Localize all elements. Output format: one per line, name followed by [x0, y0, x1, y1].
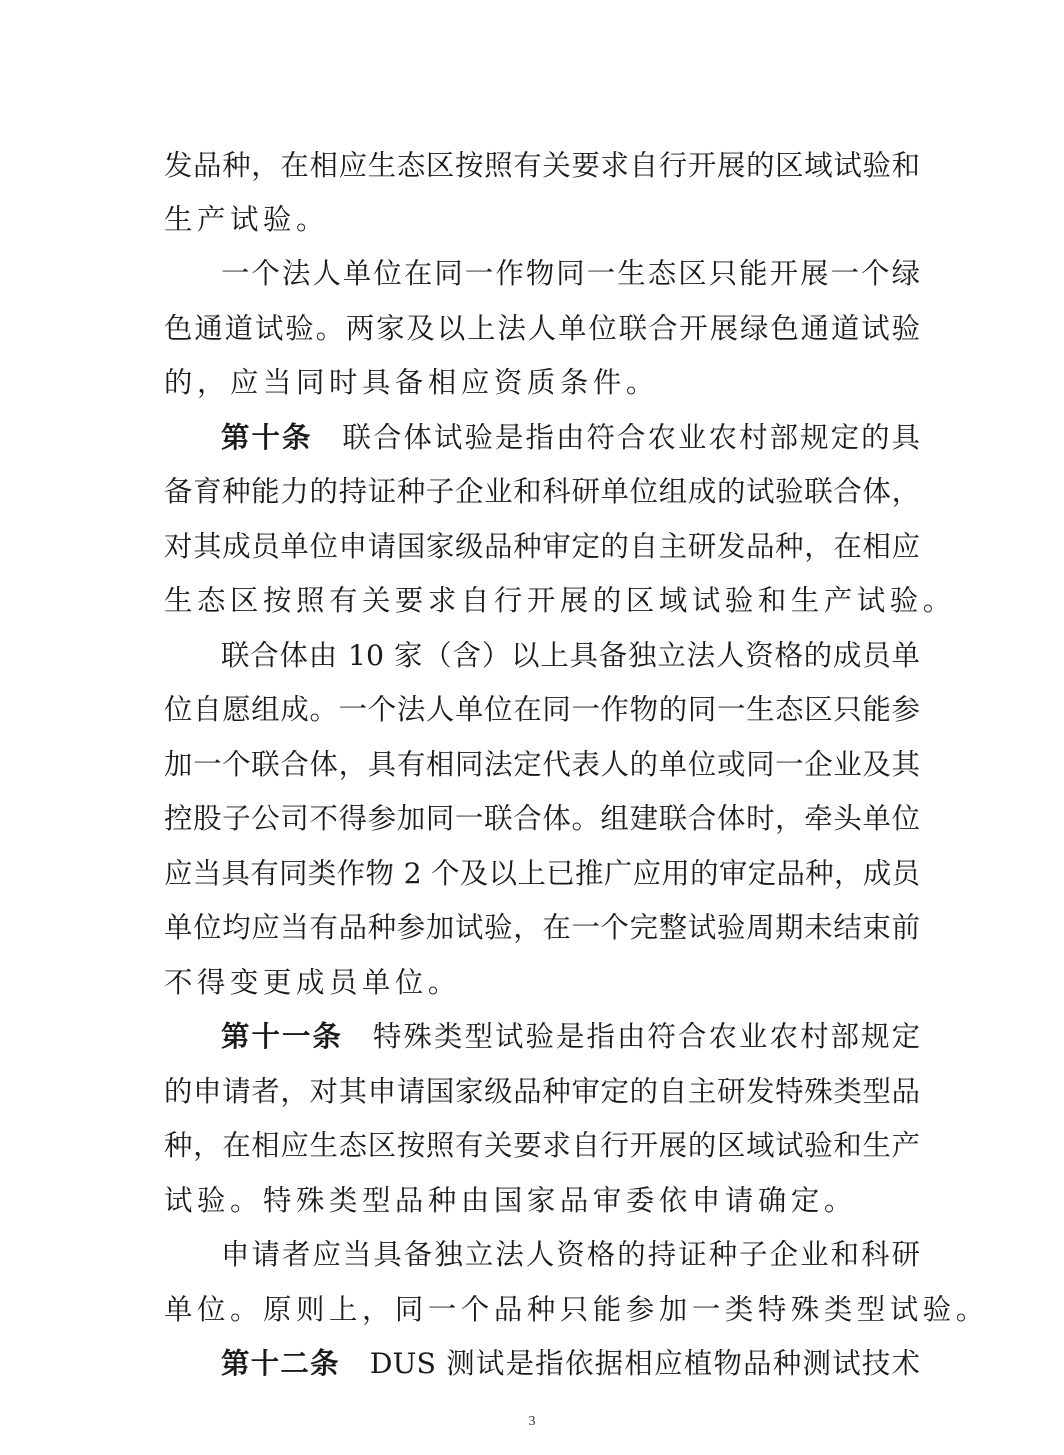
- text-line: 加一个联合体，具有相同法定代表人的单位或同一企业及其: [164, 748, 920, 781]
- text-line: 申请者应当具备独立法人资格的持证种子企业和科研: [221, 1238, 920, 1271]
- article-line: [221, 1336, 920, 1392]
- text-line: 不得变更成员单位。: [164, 966, 461, 999]
- article-text: 特殊类型试验是指由符合农业农村部规定: [373, 1020, 920, 1053]
- text-line: 一个法人单位在同一作物同一生态区只能开展一个绿: [221, 257, 920, 290]
- article-heading: 第十一条: [221, 1020, 344, 1053]
- text-line: 生态区按照有关要求自行开展的区域试验和生产试验。: [164, 584, 956, 617]
- text-line: 色通道试验。两家及以上法人单位联合开展绿色通道试验: [164, 312, 920, 345]
- text-line: 的申请者，对其申请国家级品种审定的自主研发特殊类型品: [164, 1075, 920, 1108]
- article-heading: 第十条: [221, 421, 313, 454]
- page-number: 3: [528, 1414, 536, 1429]
- text-line: 位自愿组成。一个法人单位在同一作物的同一生态区只能参: [164, 693, 920, 726]
- text-line: 控股子公司不得参加同一联合体。组建联合体时，牵头单位: [164, 802, 920, 835]
- article-heading: 第十二条: [221, 1347, 340, 1380]
- text-line: 单位。原则上，同一个品种只能参加一类特殊类型试验。: [164, 1293, 989, 1326]
- text-line: 备育种能力的持证种子企业和科研单位组成的试验联合体，: [164, 475, 920, 508]
- text-line: 试验。特殊类型品种由国家品审委依申请确定。: [164, 1184, 857, 1217]
- text-line: 对其成员单位申请国家级品种审定的自主研发品种，在相应: [164, 530, 920, 563]
- text-line: 生产试验。: [164, 203, 329, 236]
- text-line: 种，在相应生态区按照有关要求自行开展的区域试验和生产: [164, 1129, 920, 1162]
- article-line: [221, 410, 920, 466]
- text-line: 单位均应当有品种参加试验，在一个完整试验周期未结束前: [164, 911, 920, 944]
- article-line: [221, 1009, 920, 1065]
- article-text: 联合体试验是指由符合农业农村部规定的具: [342, 421, 920, 454]
- text-line: 联合体由 10 家（含）以上具备独立法人资格的成员单: [221, 639, 920, 672]
- text-line: 应当具有同类作物 2 个及以上已推广应用的审定品种，成员: [164, 857, 920, 890]
- text-line: 的，应当同时具备相应资质条件。: [164, 366, 659, 399]
- text-line: 发品种，在相应生态区按照有关要求自行开展的区域试验和: [164, 149, 920, 182]
- article-text: DUS 测试是指依据相应植物品种测试技术: [369, 1347, 920, 1380]
